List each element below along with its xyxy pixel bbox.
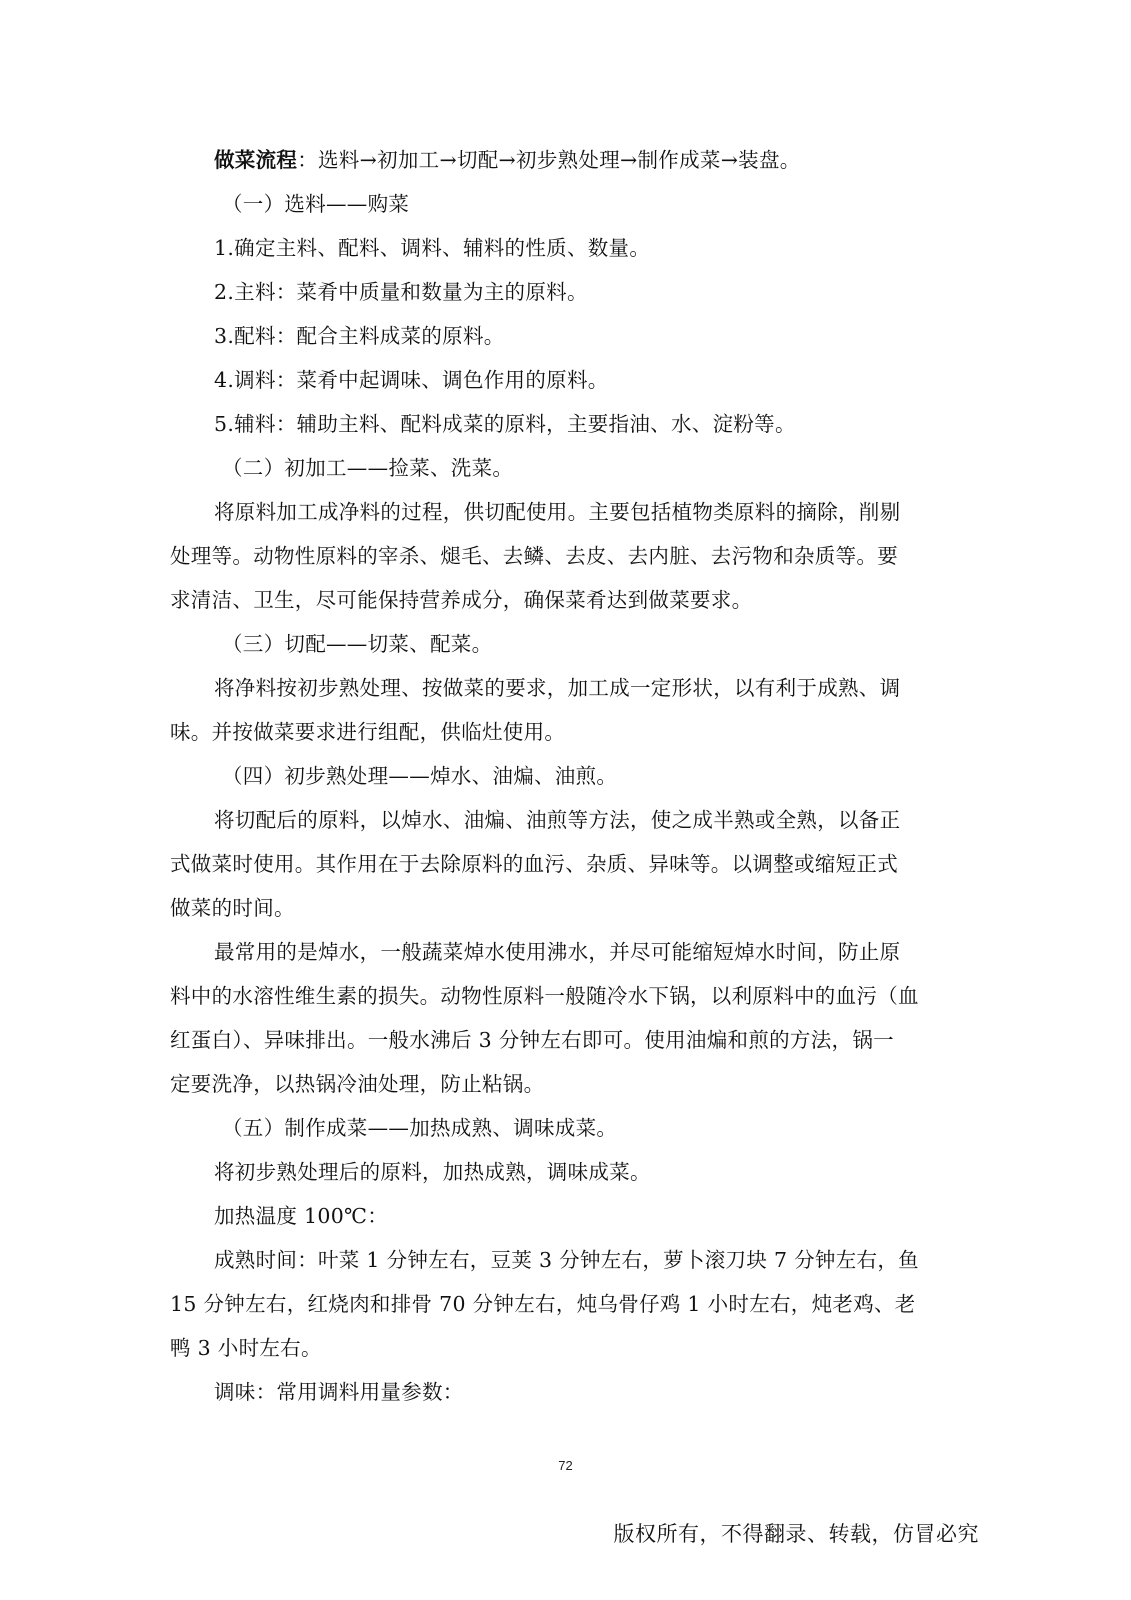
text-line: 料中的水溶性维生素的损失。动物性原料一般随冷水下锅，以利原料中的血污（血	[170, 984, 919, 1008]
text-line: 2.主料：菜肴中质量和数量为主的原料。	[214, 280, 588, 304]
text-line: 最常用的是焯水，一般蔬菜焯水使用沸水，并尽可能缩短焯水时间，防止原	[214, 940, 901, 964]
paragraph-lines	[170, 182, 960, 1414]
text-line: 3.配料：配合主料成菜的原料。	[214, 324, 505, 348]
text-line: 调味：常用调料用量参数：	[214, 1380, 464, 1404]
text-line: 定要洗净，以热锅冷油处理，防止粘锅。	[170, 1072, 545, 1096]
cooking-flow-label: 做菜流程	[214, 148, 298, 172]
text-line: 将切配后的原料，以焯水、油煸、油煎等方法，使之成半熟或全熟，以备正	[214, 808, 901, 832]
text-line: 求清洁、卫生，尽可能保持营养成分，确保菜肴达到做菜要求。	[170, 588, 753, 612]
text-line: 4.调料：菜肴中起调味、调色作用的原料。	[214, 368, 609, 392]
text-line: 处理等。动物性原料的宰杀、煺毛、去鳞、去皮、去内脏、去污物和杂质等。要	[170, 544, 898, 568]
text-line: 1.确定主料、配料、调料、辅料的性质、数量。	[214, 236, 651, 260]
section-heading: （五）制作成菜——加热成熟、调味成菜。	[222, 1116, 618, 1140]
document-body	[170, 138, 960, 1414]
text-line: 鸭 3 小时左右。	[170, 1336, 322, 1360]
text-line: 将净料按初步熟处理、按做菜的要求，加工成一定形状，以有利于成熟、调	[214, 676, 901, 700]
text-line: 将原料加工成净料的过程，供切配使用。主要包括植物类原料的摘除，削剔	[214, 500, 901, 524]
text-line: 红蛋白）、异味排出。一般水沸后 3 分钟左右即可。使用油煸和煎的方法，锅一	[170, 1028, 894, 1052]
text-line: 式做菜时使用。其作用在于去除原料的血污、杂质、异味等。以调整或缩短正式	[170, 852, 898, 876]
text-line: 加热温度 100℃：	[214, 1204, 389, 1228]
section-heading: （四）初步熟处理——焯水、油煸、油煎。	[222, 764, 618, 788]
page-number: 72	[558, 1458, 573, 1473]
text-line: 5.辅料：辅助主料、配料成菜的原料，主要指油、水、淀粉等。	[214, 412, 796, 436]
text-line: 做菜的时间。	[170, 896, 295, 920]
text-line: 15 分钟左右，红烧肉和排骨 70 分钟左右，炖乌骨仔鸡 1 小时左右，炖老鸡、老	[170, 1292, 916, 1316]
text-line: 味。并按做菜要求进行组配，供临灶使用。	[170, 720, 566, 744]
section-heading: （三）切配——切菜、配菜。	[222, 632, 493, 656]
text-line: 将初步熟处理后的原料，加热成熟，调味成菜。	[214, 1160, 651, 1184]
section-heading: （一）选料——购菜	[222, 192, 410, 216]
section-heading: （二）初加工——捡菜、洗菜。	[222, 456, 514, 480]
copyright-footer: 版权所有，不得翻录、转载，仿冒必究	[613, 1522, 979, 1546]
text-line: 成熟时间：叶菜 1 分钟左右，豆荚 3 分钟左右，萝卜滚刀块 7 分钟左右，鱼	[214, 1248, 919, 1272]
cooking-flow-text: ：选料→初加工→切配→初步熟处理→制作成菜→装盘。	[297, 148, 801, 172]
cooking-flow-line	[170, 138, 960, 182]
